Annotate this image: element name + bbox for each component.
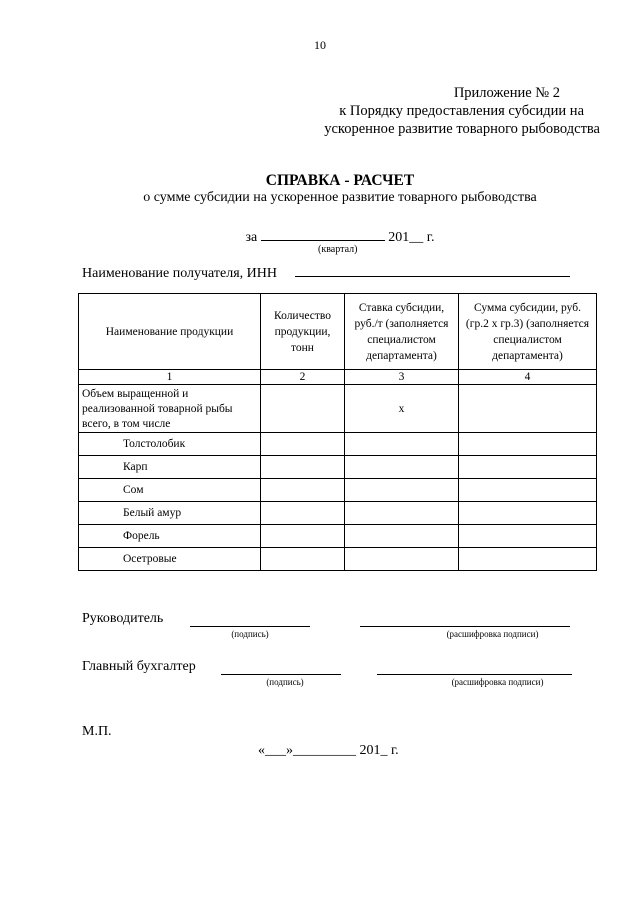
accountant-signature-line[interactable] — [221, 674, 341, 675]
head-label: Руководитель — [82, 611, 164, 626]
header-rate: Ставка субсидии, руб./т (заполняется специалистом департамента) — [345, 294, 459, 370]
row-name-osetrovye: Осетровые — [79, 548, 261, 571]
head-signature-line[interactable] — [190, 626, 310, 627]
header-sum: Сумма субсидии, руб. (гр.2 х гр.3) (заполняется специалистом департамента) — [459, 294, 597, 370]
table-row — [79, 502, 597, 525]
header-row — [79, 294, 597, 370]
column-number-row — [79, 370, 597, 385]
accountant-decode-line[interactable] — [377, 674, 572, 675]
recipient-label: Наименование получателя, ИНН — [82, 266, 277, 281]
row-name-karp: Карп — [79, 456, 261, 479]
col-number-1: 1 — [79, 370, 261, 385]
accountant-decode-hint: (расшифровка подписи) — [451, 677, 544, 687]
date-line: «___»_________ 201_ г. — [258, 743, 399, 758]
recipient-blank[interactable] — [295, 262, 570, 277]
period-year: 201__ г. — [388, 230, 435, 245]
row-name-som: Сом — [79, 479, 261, 502]
row-name-forel: Форель — [79, 525, 261, 548]
sum-cell[interactable] — [459, 502, 597, 525]
total-sum-cell[interactable] — [459, 385, 597, 433]
rate-cell[interactable] — [345, 502, 459, 525]
quantity-cell[interactable] — [261, 479, 345, 502]
quantity-cell[interactable] — [261, 433, 345, 456]
quantity-cell[interactable] — [261, 548, 345, 571]
annex-block — [270, 84, 600, 138]
period-line — [0, 226, 640, 246]
sum-cell[interactable] — [459, 433, 597, 456]
recipient-line — [82, 262, 570, 282]
row-name-tolstolobik: Толстолобик — [79, 433, 261, 456]
document-subtitle: о сумме субсидии на ускоренное развитие товарного рыбоводства — [143, 190, 537, 205]
sum-cell[interactable] — [459, 525, 597, 548]
col-number-2: 2 — [261, 370, 345, 385]
table-row — [79, 433, 597, 456]
rate-cell[interactable] — [345, 548, 459, 571]
quarter-hint: (квартал) — [318, 244, 358, 255]
head-signature-hint: (подпись) — [231, 629, 269, 639]
total-rate-cell: х — [345, 385, 459, 433]
rate-cell[interactable] — [345, 456, 459, 479]
sum-cell[interactable] — [459, 479, 597, 502]
head-decode-line[interactable] — [360, 626, 570, 627]
sum-cell[interactable] — [459, 456, 597, 479]
rate-cell[interactable] — [345, 479, 459, 502]
sum-cell[interactable] — [459, 548, 597, 571]
table-row — [79, 525, 597, 548]
rate-cell[interactable] — [345, 525, 459, 548]
annex-line-1: Приложение № 2 — [453, 85, 560, 101]
head-decode-hint: (расшифровка подписи) — [446, 629, 539, 639]
col-number-3: 3 — [345, 370, 459, 385]
accountant-label: Главный бухгалтер — [82, 659, 196, 674]
row-name-belyi-amur: Белый амур — [79, 502, 261, 525]
table-row — [79, 548, 597, 571]
total-row-name: Объем выращенной и реализованной товарной рыбы всего, в том числе — [79, 385, 261, 433]
accountant-signature-hint: (подпись) — [266, 677, 304, 687]
total-quantity-cell[interactable] — [261, 385, 345, 433]
page-number: 10 — [314, 38, 326, 52]
annex-line-3: ускоренное развитие товарного рыбоводства — [324, 121, 600, 137]
quarter-blank[interactable] — [261, 226, 385, 241]
header-product: Наименование продукции — [79, 294, 261, 370]
col-number-4: 4 — [459, 370, 597, 385]
header-quantity: Количество продукции, тонн — [261, 294, 345, 370]
table-row — [79, 479, 597, 502]
table-row-total — [79, 385, 597, 433]
stamp-label: М.П. — [82, 724, 112, 739]
annex-line-2: к Порядку предоставления субсидии на — [339, 103, 584, 119]
subsidy-table — [78, 293, 597, 571]
quantity-cell[interactable] — [261, 502, 345, 525]
table-row — [79, 456, 597, 479]
quantity-cell[interactable] — [261, 525, 345, 548]
document-title: СПРАВКА - РАСЧЕТ — [265, 172, 415, 189]
quantity-cell[interactable] — [261, 456, 345, 479]
rate-cell[interactable] — [345, 433, 459, 456]
period-prefix: за — [245, 230, 258, 245]
